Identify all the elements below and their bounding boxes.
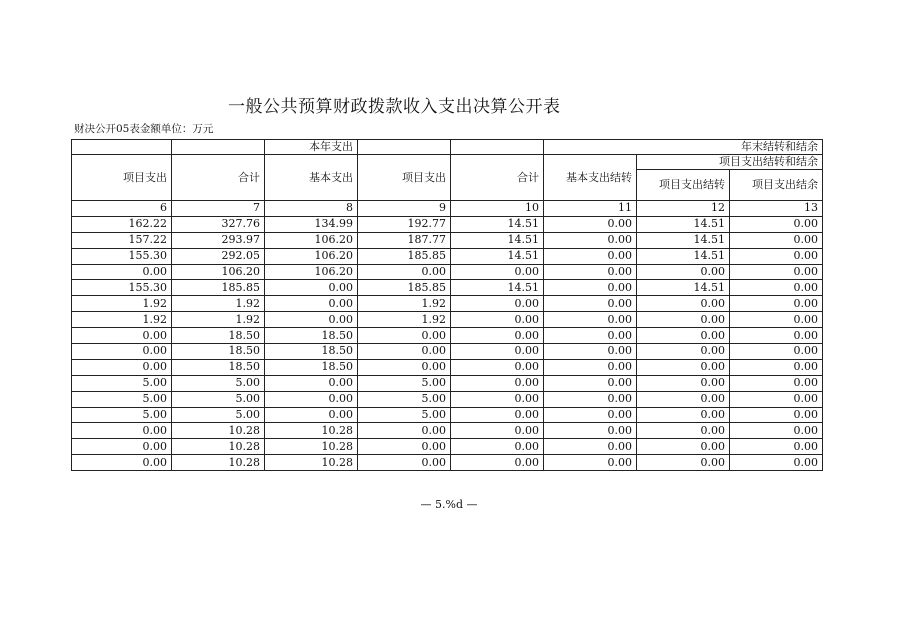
- column-number-cell: 8: [265, 201, 358, 217]
- table-cell: 0.00: [451, 423, 544, 439]
- table-subtitle: 财决公开05表金额单位：万元: [74, 123, 214, 135]
- table-cell: 106.20: [172, 264, 265, 280]
- table-cell: 0.00: [358, 455, 451, 471]
- table-cell: 0.00: [544, 312, 637, 328]
- table-cell: 0.00: [730, 455, 823, 471]
- table-row: [72, 423, 823, 439]
- table-cell: 10.28: [265, 439, 358, 455]
- table-cell: 0.00: [544, 439, 637, 455]
- table-cell: 0.00: [730, 296, 823, 312]
- table-cell: 18.50: [265, 344, 358, 360]
- table-cell: 0.00: [265, 391, 358, 407]
- table-cell: 0.00: [730, 216, 823, 232]
- table-cell: 155.30: [72, 248, 172, 264]
- table-cell: 155.30: [72, 280, 172, 296]
- table-cell: 1.92: [72, 296, 172, 312]
- table-cell: 0.00: [451, 296, 544, 312]
- table-cell: 0.00: [451, 391, 544, 407]
- table-cell: 0.00: [72, 423, 172, 439]
- table-cell: 10.28: [172, 455, 265, 471]
- table-cell: 1.92: [172, 296, 265, 312]
- table-cell: 0.00: [72, 359, 172, 375]
- table-cell: 0.00: [358, 344, 451, 360]
- table-row: [72, 439, 823, 455]
- table-cell: 5.00: [72, 391, 172, 407]
- table-cell: 0.00: [358, 328, 451, 344]
- table-cell: 5.00: [72, 407, 172, 423]
- table-cell: 0.00: [265, 312, 358, 328]
- table-cell: 0.00: [544, 359, 637, 375]
- table-cell: 14.51: [451, 248, 544, 264]
- table-cell: 0.00: [451, 312, 544, 328]
- table-cell: 5.00: [358, 375, 451, 391]
- table-cell: 185.85: [358, 280, 451, 296]
- table-row: [72, 455, 823, 471]
- header-row-1: [72, 140, 823, 155]
- table-row: [72, 407, 823, 423]
- header-cell-blank: [451, 140, 544, 155]
- table-cell: 0.00: [72, 455, 172, 471]
- header-col-basic: 基本支出: [265, 155, 358, 201]
- table-cell: 185.85: [358, 248, 451, 264]
- page-title: 一般公共预算财政拨款收入支出决算公开表: [228, 97, 561, 117]
- column-number-cell: 12: [637, 201, 730, 217]
- table-cell: 0.00: [730, 375, 823, 391]
- table-cell: 0.00: [451, 344, 544, 360]
- table-cell: 0.00: [637, 375, 730, 391]
- table-cell: 292.05: [172, 248, 265, 264]
- table-row: [72, 296, 823, 312]
- expenditure-table: [71, 139, 823, 471]
- table-cell: 0.00: [730, 391, 823, 407]
- header-col-total: 合计: [172, 155, 265, 201]
- table-row: [72, 391, 823, 407]
- table-cell: 0.00: [358, 439, 451, 455]
- table-cell: 18.50: [265, 328, 358, 344]
- table-cell: 10.28: [265, 423, 358, 439]
- header-cell-blank: [72, 140, 172, 155]
- table-cell: 5.00: [72, 375, 172, 391]
- page-footer: — 5.%d —: [420, 498, 478, 511]
- table-cell: 0.00: [730, 359, 823, 375]
- table-cell: 0.00: [544, 344, 637, 360]
- table-cell: 14.51: [637, 216, 730, 232]
- table-cell: 106.20: [265, 248, 358, 264]
- table-cell: 14.51: [637, 280, 730, 296]
- table-cell: 18.50: [172, 359, 265, 375]
- table-cell: 0.00: [451, 328, 544, 344]
- column-number-cell: 7: [172, 201, 265, 217]
- table-cell: 14.51: [451, 232, 544, 248]
- table-row: [72, 280, 823, 296]
- header-col-project-surplus: 项目支出结余: [730, 170, 823, 201]
- table-cell: 0.00: [72, 344, 172, 360]
- table-cell: 134.99: [265, 216, 358, 232]
- table-cell: 18.50: [172, 328, 265, 344]
- table-cell: 187.77: [358, 232, 451, 248]
- table-cell: 0.00: [730, 312, 823, 328]
- table-cell: 0.00: [544, 296, 637, 312]
- table-cell: 0.00: [730, 248, 823, 264]
- table-cell: 0.00: [72, 439, 172, 455]
- table-cell: 0.00: [265, 375, 358, 391]
- column-number-row: [72, 201, 823, 217]
- table-cell: 0.00: [544, 391, 637, 407]
- table-row: [72, 328, 823, 344]
- table-cell: 0.00: [544, 407, 637, 423]
- table-cell: 5.00: [172, 375, 265, 391]
- table-cell: 0.00: [730, 407, 823, 423]
- table-cell: 5.00: [358, 391, 451, 407]
- table-row: [72, 248, 823, 264]
- table-cell: 0.00: [544, 216, 637, 232]
- table-cell: 0.00: [265, 407, 358, 423]
- table-cell: 10.28: [265, 455, 358, 471]
- table-cell: 0.00: [358, 359, 451, 375]
- table-row: [72, 312, 823, 328]
- table-cell: 14.51: [637, 248, 730, 264]
- header-project-carry-group: 项目支出结转和结余: [637, 155, 823, 170]
- header-col-project: 项目支出: [72, 155, 172, 201]
- table-cell: 0.00: [451, 455, 544, 471]
- table-cell: 0.00: [72, 328, 172, 344]
- table-cell: 0.00: [544, 423, 637, 439]
- table-cell: 0.00: [544, 280, 637, 296]
- table-cell: 157.22: [72, 232, 172, 248]
- column-number-cell: 13: [730, 201, 823, 217]
- table-cell: 0.00: [544, 232, 637, 248]
- header-col-project-2: 项目支出: [358, 155, 451, 201]
- table-cell: 14.51: [451, 280, 544, 296]
- table-cell: 1.92: [172, 312, 265, 328]
- table-cell: 0.00: [451, 407, 544, 423]
- table-cell: 1.92: [358, 296, 451, 312]
- header-row-2: [72, 155, 823, 170]
- table-cell: 0.00: [637, 328, 730, 344]
- table-cell: 10.28: [172, 439, 265, 455]
- header-col-project-carry: 项目支出结转: [637, 170, 730, 201]
- header-year-end: 年末结转和结余: [544, 140, 823, 155]
- table-cell: 0.00: [637, 264, 730, 280]
- table-cell: 0.00: [358, 423, 451, 439]
- table-cell: 0.00: [451, 264, 544, 280]
- table-cell: 0.00: [637, 344, 730, 360]
- table-cell: 0.00: [265, 280, 358, 296]
- table-cell: 18.50: [265, 359, 358, 375]
- table-cell: 0.00: [544, 248, 637, 264]
- table-cell: 10.28: [172, 423, 265, 439]
- table-cell: 162.22: [72, 216, 172, 232]
- table-cell: 1.92: [72, 312, 172, 328]
- table-cell: 0.00: [730, 328, 823, 344]
- table-cell: 106.20: [265, 264, 358, 280]
- table-cell: 0.00: [451, 439, 544, 455]
- column-number-cell: 11: [544, 201, 637, 217]
- table-cell: 0.00: [730, 232, 823, 248]
- table-cell: 18.50: [172, 344, 265, 360]
- table-cell: 0.00: [730, 264, 823, 280]
- column-number-cell: 6: [72, 201, 172, 217]
- table-cell: 5.00: [172, 407, 265, 423]
- table-cell: 0.00: [544, 328, 637, 344]
- header-cell-blank: [172, 140, 265, 155]
- table-cell: 0.00: [637, 312, 730, 328]
- table-cell: 185.85: [172, 280, 265, 296]
- table-row: [72, 375, 823, 391]
- table-cell: 0.00: [637, 391, 730, 407]
- table-cell: 0.00: [451, 375, 544, 391]
- table-cell: 192.77: [358, 216, 451, 232]
- table-cell: 0.00: [544, 264, 637, 280]
- table-cell: 327.76: [172, 216, 265, 232]
- table-cell: 0.00: [730, 423, 823, 439]
- table-cell: 0.00: [72, 264, 172, 280]
- table-cell: 0.00: [637, 359, 730, 375]
- table-row: [72, 344, 823, 360]
- table-cell: 0.00: [730, 439, 823, 455]
- table-cell: 0.00: [265, 296, 358, 312]
- table-cell: 14.51: [451, 216, 544, 232]
- table-cell: 0.00: [730, 280, 823, 296]
- table-cell: 5.00: [358, 407, 451, 423]
- column-number-cell: 10: [451, 201, 544, 217]
- table-cell: 0.00: [544, 375, 637, 391]
- header-col-total-2: 合计: [451, 155, 544, 201]
- table-cell: 0.00: [637, 423, 730, 439]
- column-number-cell: 9: [358, 201, 451, 217]
- table-cell: 14.51: [637, 232, 730, 248]
- table-cell: 0.00: [730, 344, 823, 360]
- table-row: [72, 232, 823, 248]
- table-body: [72, 140, 823, 471]
- header-col-basic-carry: 基本支出结转: [544, 155, 637, 201]
- table-cell: 293.97: [172, 232, 265, 248]
- table-cell: 0.00: [637, 439, 730, 455]
- table-cell: 0.00: [637, 455, 730, 471]
- table-row: [72, 216, 823, 232]
- table-cell: 0.00: [544, 455, 637, 471]
- table-cell: 0.00: [358, 264, 451, 280]
- table-row: [72, 359, 823, 375]
- table-cell: 5.00: [172, 391, 265, 407]
- header-cell-blank: [358, 140, 451, 155]
- table-cell: 0.00: [637, 407, 730, 423]
- table-row: [72, 264, 823, 280]
- table-cell: 0.00: [637, 296, 730, 312]
- table-cell: 1.92: [358, 312, 451, 328]
- table-cell: 106.20: [265, 232, 358, 248]
- table-cell: 0.00: [451, 359, 544, 375]
- header-current-year: 本年支出: [265, 140, 358, 155]
